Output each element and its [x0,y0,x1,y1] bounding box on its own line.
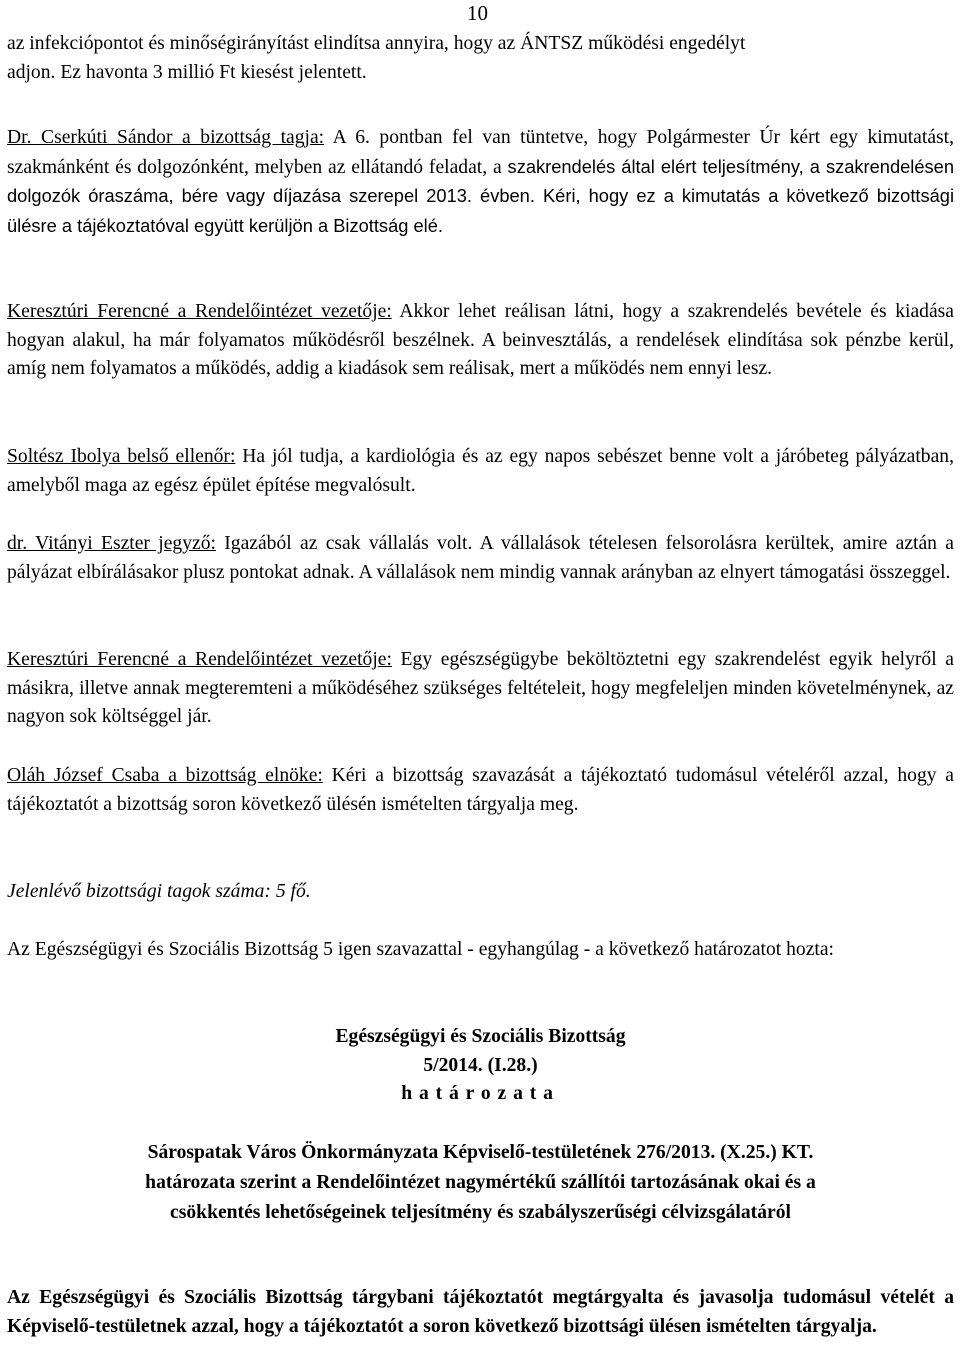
p1-line1: az infekciópontot és minőségirányítást elindítsa annyira, hogy az ÁNTSZ működési engedélyt [7,33,746,54]
paragraph-cserkuti [7,124,954,242]
paragraph-kereszturi-1 [7,298,954,384]
resolution-subject-line3: csökkentés lehetőségeinek teljesítmény és szabályszerűségi célvizsgálatáról [170,1202,791,1223]
resolution-subject-line1: Sárospatak Város Önkormányzata Képviselő-testületének 276/2013. (X.25.) KT. [147,1142,814,1163]
page-number: 10 [467,1,488,25]
speaker-kereszturi-1: Keresztúri Ferencné a Rendelőintézet vezetője: [7,301,392,322]
p2-text-serif: A 6. pontban fel van tüntetve, hogy Polgármester Úr kért egy kimutatást, szakmánként és dolgozónként, melyben az ellátandó feladat, a [7,127,954,178]
resolution-label: határozata [401,1083,560,1105]
p7-text: Kéri a bizottság szavazását a tájékoztató tudomásul vételéről azzal, hogy a tájékoztatót a bizottság soron következő ülésén ismételten tárgyalja meg. [7,765,954,815]
resolution-subject [7,1138,954,1228]
resolution-number: 5/2014. (I.28.) [423,1054,538,1076]
resolution-heading [7,1023,954,1109]
resolution-decision: Az Egészségügyi és Szociális Bizottság tárgybani tájékoztatót megtárgyalta és javasolja tudomásul vételét a Képviselő-testületnek azzal, hogy a tájékoztatót a soron következő bizottsági ülésen ismételten tárgyalja. [7,1287,954,1337]
paragraph-soltesz [7,443,954,500]
p1-line2: adjon. Ez havonta 3 millió Ft kiesést jelentett. [7,61,367,83]
paragraph-infection-point [7,30,954,87]
speaker-soltesz: Soltész Ibolya belső ellenőr: [7,446,236,467]
p2-text-sans-2: Kéri, hogy ez a kimutatás a következő bizottsági ülésre a tájékoztatóval együtt kerüljön a Bizottság elé. [7,185,955,237]
paragraph-vitanyi [7,530,954,587]
vote-statement: Az Egészségügyi és Szociális Bizottság 5 igen szavazattal - egyhangúlag - a következő határozatot hozta: [7,939,834,960]
speaker-olah: Oláh József Csaba a bizottság elnöke: [7,765,323,786]
resolution-subject-line2: határozata szerint a Rendelőintézet nagymértékű szállítói tartozásának okai és a [145,1172,816,1193]
speaker-cserkuti: Dr. Cserkúti Sándor a bizottság tagja: [7,127,325,148]
speaker-vitanyi: dr. Vitányi Eszter jegyző: [7,533,216,554]
p3-text: Akkor lehet reálisan látni, hogy a szakrendelés bevétele és kiadása hogyan alakul, ha már folyamatos működésről beszélnek. A beinvesztálás, a rendelések elindítása sok pénzbe kerül, amíg nem folyamatos a működés, addig a kiadások sem reálisak, mert a működés nem ennyi lesz. [7,301,954,380]
speaker-kereszturi-2: Keresztúri Ferencné a Rendelőintézet vezetője: [7,649,392,670]
paragraph-olah [7,762,954,819]
attendance-line: Jelenlévő bizottsági tagok száma: 5 fő. [7,881,311,902]
p4-text: Ha jól tudja, a kardiológia és az egy napos sebészet benne volt a járóbeteg pályázatban, amelyből maga az egész épület építése megvalósult. [7,446,954,496]
resolution-body: Egészségügyi és Szociális Bizottság [335,1026,626,1047]
p5-text: Igazából az csak vállalás volt. A vállalások tételesen felsorolásra kerültek, amire aztán a pályázat elbírálásakor plusz pontokat adnak. A vállalások nem mindig vannak arányban az elnyert támogatási összeggel. [7,533,954,583]
paragraph-kereszturi-2 [7,646,954,732]
p6-text: Egy egészségügybe beköltöztetni egy szakrendelést egyik helyről a másikra, illetve annak megteremteni a működéséhez szükséges feltételeit, hogy megfeleljen minden követelménynek, az nagyon sok költséggel jár. [7,649,954,728]
p2-text-sans: szakrendelés által elért teljesítmény, a szakrendelésen dolgozók óraszáma, bére vagy díjazása szerepel 2013. évben. [7,155,954,207]
